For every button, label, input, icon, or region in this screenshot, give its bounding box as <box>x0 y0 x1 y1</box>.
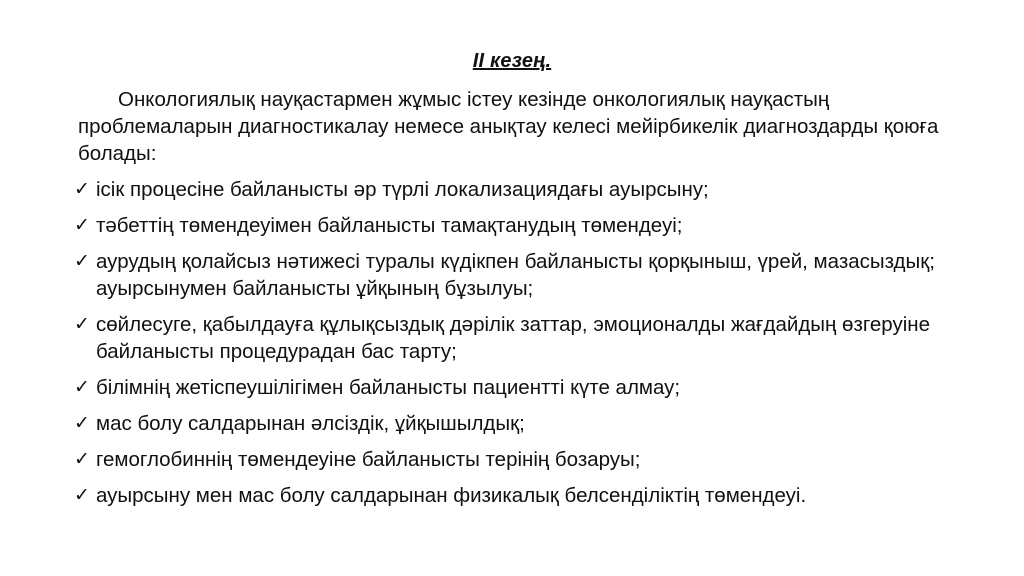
list-item <box>74 482 954 509</box>
list-item-text: сөйлесуге, қабылдауға құлықсыздық дәрілік заттар, эмоционалды жағдайдың өзгеруіне байланысты процедурадан бас тарту; <box>96 313 930 363</box>
check-mark-icon: ✓ <box>74 215 90 236</box>
list-item-text: ісік процесіне байланысты әр түрлі локализациядағы ауырсыну; <box>96 178 709 201</box>
check-mark-icon: ✓ <box>74 449 90 470</box>
list-item <box>74 446 954 473</box>
list-item <box>74 410 954 437</box>
diagnosis-list <box>74 176 954 518</box>
slide-heading: ІІ кезең. <box>472 50 552 72</box>
list-item-text: аурудың қолайсыз нәтижесі туралы күдікпен байланысты қорқыныш, үрей, мазасыздық; ауырсынумен байланысты ұйқының бұзылуы; <box>96 250 935 300</box>
list-item-text: ауырсыну мен мас болу салдарынан физикалық белсенділіктің төмендеуі. <box>96 484 807 507</box>
check-mark-icon: ✓ <box>74 485 90 506</box>
check-mark-icon: ✓ <box>74 377 90 398</box>
list-item-text: тәбеттің төмендеуімен байланысты тамақтанудың төмендеуі; <box>96 214 683 237</box>
list-item <box>74 311 954 365</box>
check-mark-icon: ✓ <box>74 251 90 272</box>
intro-paragraph: Онкологиялық науқастармен жұмыс істеу кезінде онкологиялық науқастың проблемаларын диагностикалау немесе анықтау келесі мейірбикелік диагноздарды қоюға болады: <box>78 88 939 165</box>
check-mark-icon: ✓ <box>74 314 90 335</box>
list-item-text: гемоглобиннің төмендеуіне байланысты терінің бозаруы; <box>96 448 641 471</box>
check-mark-icon: ✓ <box>74 413 90 434</box>
list-item <box>74 212 954 239</box>
check-mark-icon: ✓ <box>74 179 90 200</box>
list-item-text: білімнің жетіспеушілігімен байланысты пациентті күте алмау; <box>96 376 681 399</box>
list-item <box>74 374 954 401</box>
list-item-text: мас болу салдарынан әлсіздік, ұйқышылдық; <box>96 412 525 435</box>
list-item <box>74 248 954 302</box>
list-item <box>74 176 954 203</box>
